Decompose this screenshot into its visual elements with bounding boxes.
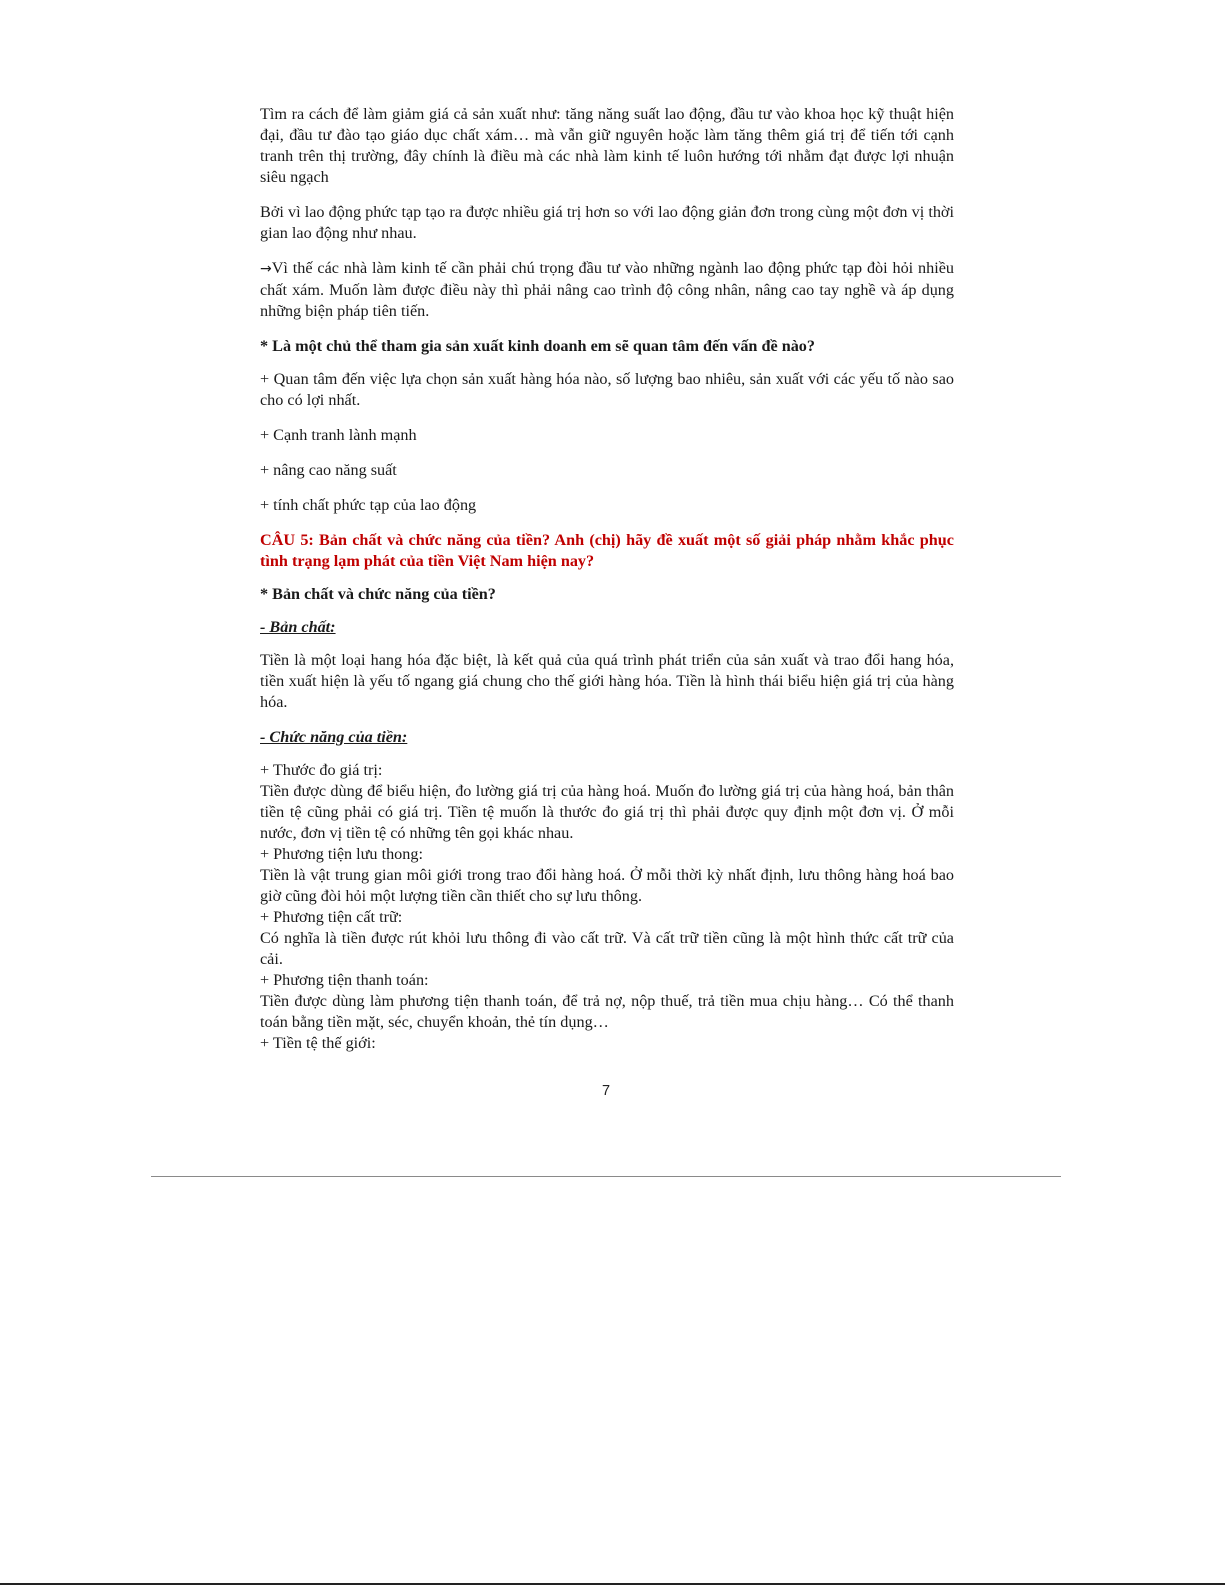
function-3-title: + Phương tiện cất trữ:: [260, 908, 403, 926]
page-divider: [151, 1176, 1061, 1177]
paragraph-invest-complex-labor: [260, 258, 954, 322]
paragraph-reduce-costs: Tìm ra cách để làm giảm giá cả sản xuất như: tăng năng suất lao động, đầu tư vào khoa học kỹ thuật hiện đại, đầu tư đào tạo giáo dục chất xám… mà vẫn giữ nguyên hoặc làm tăng thêm giá trị để tiến tới cạnh tranh trên thị trường, đây chính là điều mà các nhà làm kinh tế luôn hướng tới nhằm đạt được lợi nhuận siêu ngạch: [260, 105, 954, 186]
function-5-title: + Tiền tệ thế giới:: [260, 1034, 376, 1052]
function-2-title: + Phương tiện lưu thong:: [260, 845, 423, 863]
paragraph-invest-text: Vì thế các nhà làm kinh tế cần phải chú trọng đầu tư vào những ngành lao động phức tạp đòi hỏi nhiều chất xám. Muốn làm được điều này thì phải nâng cao trình độ công nhân, nâng cao tay nghề và áp dụng những biện pháp tiên tiến.: [260, 259, 954, 320]
question-heading: * Là một chủ thể tham gia sản xuất kinh doanh em sẽ quan tâm đến vấn đề nào?: [260, 337, 815, 355]
function-4-title: + Phương tiện thanh toán:: [260, 971, 429, 989]
subsection-heading: * Bản chất và chức năng của tiền?: [260, 585, 496, 603]
function-1-text: Tiền được dùng để biểu hiện, đo lường giá trị của hàng hoá. Muốn đo lường giá trị của hàng hoá, bản thân tiền tệ cũng phải có giá trị. Tiền tệ muốn là thước đo giá trị thì phải được quy định một đơn vị. Ở mỗi nước, đơn vị tiền tệ có những tên gọi khác nhau.: [260, 782, 954, 842]
page-content: [260, 104, 954, 1054]
chuc-nang-label: - Chức năng của tiền:: [260, 728, 408, 746]
function-2-text: Tiền là vật trung gian môi giới trong trao đổi hàng hoá. Ở mỗi thời kỳ nhất định, lưu thông hàng hoá bao giờ cũng đòi hỏi một lượng tiền cần thiết cho sự lưu thông.: [260, 866, 954, 905]
page-number: 7: [601, 1083, 611, 1099]
bullet-choose-production: + Quan tâm đến việc lựa chọn sản xuất hàng hóa nào, số lượng bao nhiêu, sản xuất với các yếu tố nào sao cho có lợi nhất.: [260, 370, 954, 409]
paragraph-complex-labor: Bởi vì lao động phức tạp tạo ra được nhiều giá trị hơn so với lao động giản đơn trong cùng một đơn vị thời gian lao động như nhau.: [260, 203, 954, 242]
arrow-right-icon: →: [260, 261, 272, 277]
functions-list: [260, 760, 954, 1054]
bullet-labor-complexity: + tính chất phức tạp của lao động: [260, 496, 477, 514]
section-heading-cau5: CÂU 5: Bản chất và chức năng của tiền? Anh (chị) hãy đề xuất một số giải pháp nhằm khắc phục tình trạng lạm phát của tiền Việt Nam hiện nay?: [260, 531, 954, 570]
function-3-text: Có nghĩa là tiền được rút khỏi lưu thông đi vào cất trữ. Và cất trữ tiền cũng là một hình thức cất trữ của cải.: [260, 929, 954, 968]
ban-chat-label: - Bản chất:: [260, 618, 336, 636]
ban-chat-text: Tiền là một loại hang hóa đặc biệt, là kết quả của quá trình phát triển của sản xuất và trao đổi hang hóa, tiền xuất hiện là yếu tố ngang giá chung cho thế giới hàng hóa. Tiền là hình thái biểu hiện giá trị của hàng hóa.: [260, 651, 954, 711]
function-4-text: Tiền được dùng làm phương tiện thanh toán, để trả nợ, nộp thuế, trả tiền mua chịu hàng… Có thể thanh toán bằng tiền mặt, séc, chuyển khoản, thẻ tín dụng…: [260, 992, 954, 1031]
function-1-title: + Thước đo giá trị:: [260, 761, 383, 779]
bullet-fair-competition: + Cạnh tranh lành mạnh: [260, 426, 417, 444]
bullet-productivity: + nâng cao năng suất: [260, 461, 397, 479]
